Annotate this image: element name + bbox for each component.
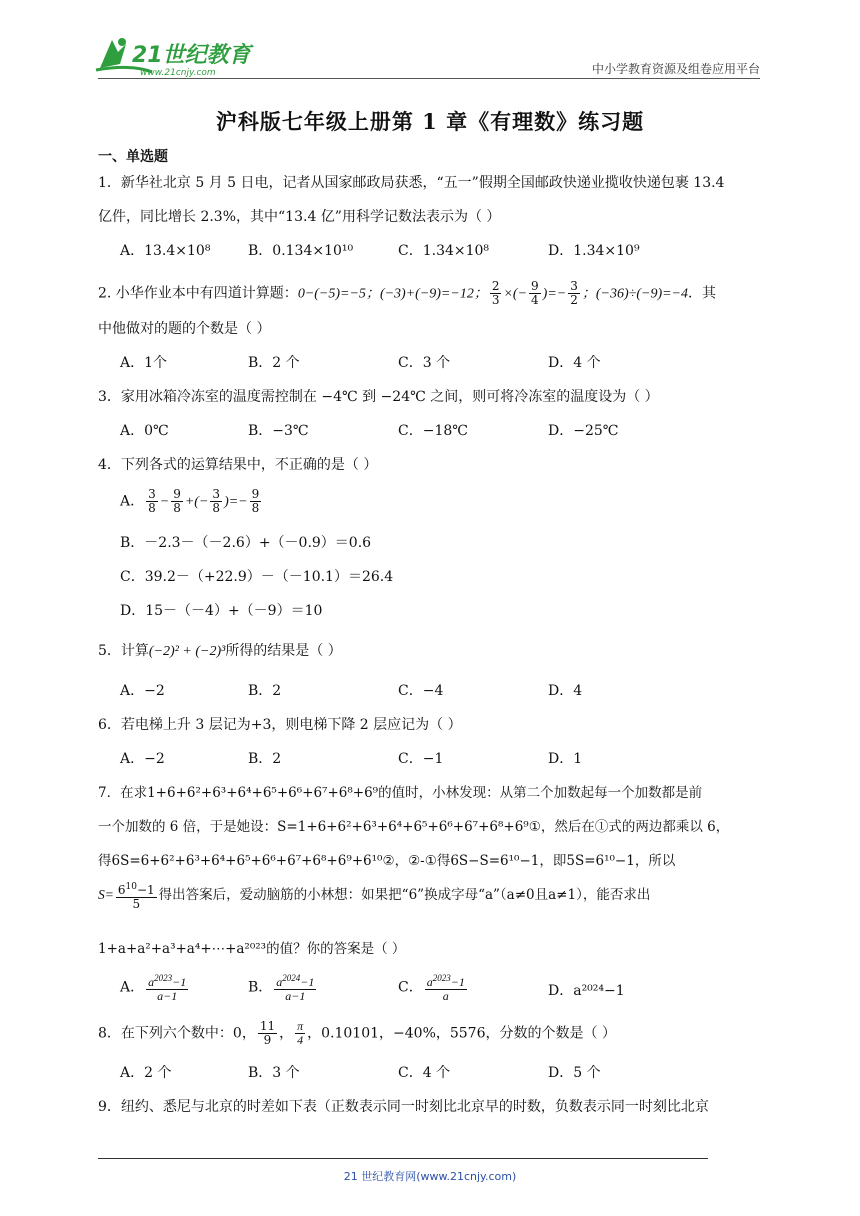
section-heading: 一、单选题 [98,149,168,165]
q3-option-c: C．−18℃ [398,423,468,439]
q7-option-d: D．a²⁰²⁴−1 [548,983,625,999]
q7-line3: 得6S=6+6²+6³+6⁴+6⁵+6⁶+6⁷+6⁸+6⁹+6¹⁰②，②-①得6S−S=6¹⁰−1，即5S=6¹⁰−1，所以 [98,853,676,869]
q2-prefix: 2. 小华作业本中有四道计算题： [98,285,298,302]
q2-eq4: ；(−36)÷(−9)=−4 [581,286,688,302]
q2-line2: 中他做对的题的个数是（ ） [98,321,271,337]
q5-option-c: C．−4 [398,683,444,699]
q2-eq1: 0−(−5)=−5； [297,286,380,302]
q3-line1: 3．家用冰箱冷冻室的温度需控制在 −4℃ 到 −24℃ 之间，则可将冷冻室的温度设为（ ） [98,389,659,405]
q7-line5: 1+a+a²+a³+a⁴+⋯+a²⁰²³的值？你的答案是（ ） [98,941,406,957]
q8-line1: 8．在下列六个数中：0， $\frac{11}{9}$ ， $\frac{\pi}{4}$ ，0.10101，−40%，5576，分数的个数是（ ） [98,1019,616,1047]
q2-eq2: (−3)+(−9)=−12； [379,286,488,302]
q2-frac-3-2: $\frac{3}{2}$ [570,279,578,307]
q8-option-b: B．3 个 [248,1065,300,1081]
q6-option-a: A．−2 [120,751,165,767]
q4-option-c: C．39.2－（+22.9）－（－10.1）＝26.4 [120,569,394,585]
header-platform-text: 中小学教育资源及组卷应用平台 [591,62,760,76]
q7-line2: 一个加数的 6 倍，于是她设：S=1+6+6²+6³+6⁴+6⁵+6⁶+6⁷+6⁸+6⁹①，然后在①式的两边都乘以 6， [98,819,730,835]
q1-option-b: B．0.134×10¹⁰ [248,243,354,259]
q3-option-a: A．0℃ [120,423,169,439]
q4-line1: 4．下列各式的运算结果中，不正确的是（ ） [98,457,378,473]
q2-option-c: C．3 个 [398,355,451,371]
q9-line1: 9．纽约、悉尼与北京的时差如下表（正数表示同一时刻比北京早的时数，负数表示同一时刻比北京 [98,1099,709,1115]
q8-option-d: D．5 个 [548,1065,601,1081]
q1-option-d: D．1.34×10⁹ [548,243,640,259]
q4-option-d: D．15－（－4）+（－9）＝10 [120,603,323,619]
q6-option-b: B．2 [248,751,282,767]
header-divider [98,78,760,79]
q1-option-a: A．13.4×10⁸ [120,243,211,259]
q6-option-d: D．1 [548,751,583,767]
q2-frac-9-4: $\frac{9}{4}$ [531,279,539,307]
q7-line4: S= $\frac{6^{10}-1}{5}$ 得出答案后，爱动脑筋的小林想：如果把“6”换成字母“a”（a≠0且a≠1），能否求出 [98,881,651,911]
q5-option-d: D．4 [548,683,583,699]
q2-option-a: A．1个 [120,355,168,371]
q7-option-a: A． $\frac{a^{2023}-1}{a-1}$ [120,973,187,1003]
q1-line2: 亿件，同比增长 2.3%，其中“13.4 亿”用科学记数法表示为（ ） [98,209,501,225]
q2-line1: 2. 小华作业本中有四道计算题：0−(−5)=−5；(−3)+(−9)=−12； $\frac{2}{3}$ ×(− $\frac{9}{4}$ )=− $\frac{3}{2}$ ；(−36)÷(−9)=−4．其 [98,279,716,307]
q2-suffix: ．其 [688,285,716,302]
site-logo [92,34,262,78]
q4-option-a: A． $\frac{3}{8}$ − $\frac{9}{8}$ +(− $\frac{3}{8}$ )=− $\frac{9}{8}$ [120,487,260,515]
q6-option-c: C．−1 [398,751,444,767]
q3-option-d: D．−25℃ [548,423,619,439]
q3-option-b: B．−3℃ [248,423,309,439]
q2-option-b: B．2 个 [248,355,300,371]
q7-line1: 7．在求1+6+6²+6³+6⁴+6⁵+6⁶+6⁷+6⁸+6⁹的值时，小林发现：从第二个加数起每一个加数都是前 [98,785,703,801]
q4-option-b: B．－2.3－（－2.6）+（－0.9）＝0.6 [120,535,372,551]
q8-option-a: A．2 个 [120,1065,172,1081]
footer-divider [98,1158,708,1159]
q6-line1: 6．若电梯上升 3 层记为+3，则电梯下降 2 层应记为（ ） [98,717,462,733]
q5-option-a: A．−2 [120,683,165,699]
q7-option-b: B． $\frac{a^{2024}-1}{a-1}$ [248,973,315,1003]
q5-line1: 5．计算(−2)² + (−2)³所得的结果是（ ） [98,643,342,659]
q2-option-d: D．4 个 [548,355,601,371]
q5-option-b: B．2 [248,683,282,699]
logo-url: www.21cnjy.com [140,68,216,78]
q2-frac-2-3: $\frac{2}{3}$ [491,279,500,307]
logo-text: 21世纪教育 [132,43,251,68]
q1-line1: 1．新华社北京 5 月 5 日电，记者从国家邮政局获悉，“五一”假期全国邮政快递业揽收快递包裹 13.4 [98,175,725,191]
q7-option-c: C． $\frac{a^{2023}-1}{a}$ [398,973,465,1003]
q8-option-c: C．4 个 [398,1065,451,1081]
q5-expression: (−2)² + (−2)³ [148,644,226,659]
footer-link[interactable]: 21 世纪教育网(www.21cnjy.com) [343,1170,517,1183]
page-title: 沪科版七年级上册第 1 章《有理数》练习题 [215,109,645,134]
q1-option-c: C．1.34×10⁸ [398,243,490,259]
